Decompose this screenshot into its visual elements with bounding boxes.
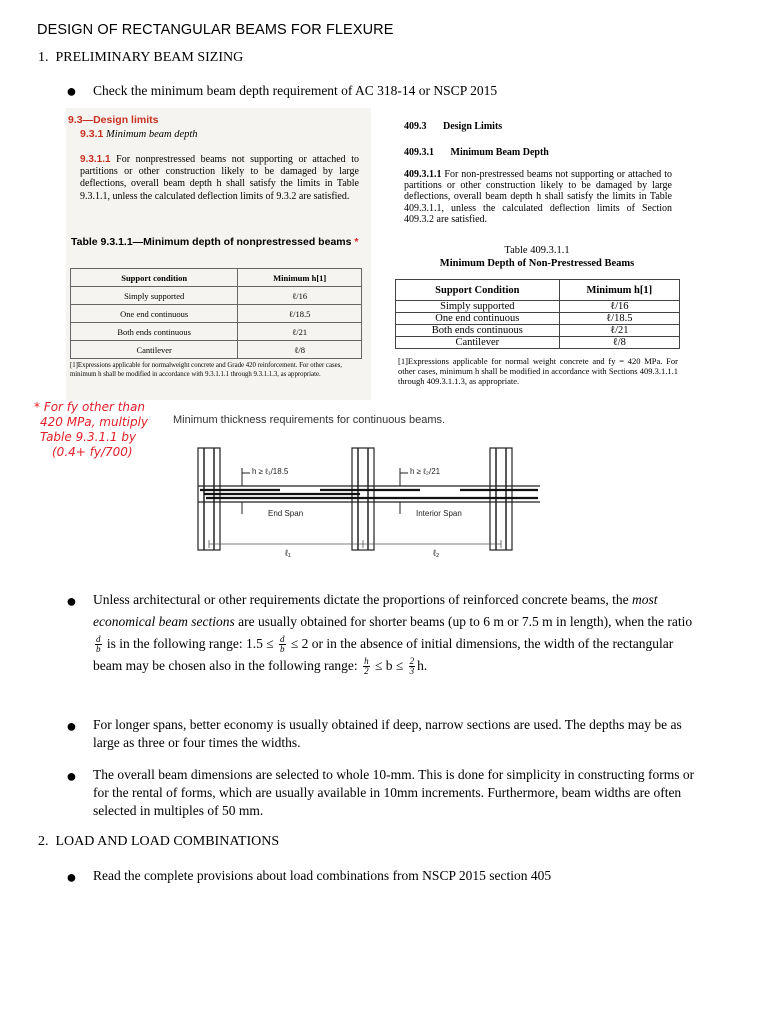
section-1-heading [38, 50, 243, 66]
fraction-denominator: b [280, 644, 285, 655]
nscp-table-footnote: [1]Expressions applicable for normal weight concrete and fy = 420 MPa. For other cases, minimum h shall be modified in accordance with Sections 409.3.1.1.1 through 409.3.1.1.3, as appropriate. [398, 356, 678, 387]
fraction-numerator: d [280, 634, 285, 645]
aci-subsection-title: Minimum beam depth [105, 129, 198, 140]
nscp-subsection [404, 147, 549, 158]
nscp-section-number: 409.3 [404, 121, 427, 132]
nscp-subsection-title: Minimum Beam Depth [450, 147, 549, 158]
section-title: PRELIMINARY BEAM SIZING [55, 50, 244, 65]
table-cell: ℓ/8 [238, 341, 362, 359]
bullet-icon: ● [66, 716, 77, 736]
bullet-icon: ● [66, 81, 77, 101]
nscp-section-title: Design Limits [443, 121, 503, 132]
fraction-d-over-b [95, 635, 102, 654]
section-number: 2. [38, 834, 49, 849]
aci-section-heading: 9.3—Design limits [68, 114, 159, 126]
table-row [396, 313, 680, 325]
nscp-section-heading [404, 121, 502, 132]
aci-paragraph-text: For nonprestressed beams not supporting or attached to partitions or other construction likely to be damaged by large deflections, overall beam depth h shall satisfy the limits in Table 9.3.1.1, unless the calculated deflection limits of 9.3.2 are satisfied. [80, 154, 360, 202]
table-cell: ℓ/21 [559, 325, 679, 337]
page-title: DESIGN OF RECTANGULAR BEAMS FOR FLEXURE [37, 22, 394, 38]
text-segment: are usually obtained for shorter beams (up to 6 m or 7.5 m in length), when the ratio [234, 614, 693, 629]
section-title: LOAD AND LOAD COMBINATIONS [55, 834, 280, 849]
nscp-table-caption [394, 245, 680, 270]
table-row [396, 301, 680, 313]
table-cell: One end continuous [396, 313, 560, 325]
nscp-subsection-number: 409.3.1 [404, 147, 434, 158]
bullet-icon: ● [66, 867, 77, 887]
text-segment: is in the following range: 1.5 ≤ [103, 636, 278, 651]
fraction-denominator: 2 [364, 666, 369, 677]
aci-depth-table [70, 268, 362, 359]
text-segment: ≤ b ≤ [371, 658, 407, 673]
bullet-1-text: Check the minimum beam depth requirement of AC 318-14 or NSCP 2015 [93, 83, 498, 98]
aci-table-footnote: [1]Expressions applicable for normalweight concrete and Grade 420 reinforcement. For other cases, minimum h shall be modified in accordance with 9.3.1.1.1 through 9.3.1.1.3, as appropriate. [70, 362, 342, 378]
table-cell: Both ends continuous [71, 323, 238, 341]
table-header-cell: Support condition [71, 269, 238, 287]
span-l2-label: ℓ₂ [433, 548, 440, 558]
handwritten-line: Table 9.3.1.1 by [40, 430, 137, 444]
bullet-icon: ● [66, 766, 77, 786]
table-cell: Cantilever [396, 337, 560, 349]
bullet-icon: ● [66, 591, 77, 611]
span-l1-label: ℓ₁ [285, 548, 291, 558]
aci-subsection [80, 128, 198, 140]
diagram-title: Minimum thickness requirements for continuous beams. [173, 414, 446, 426]
table-cell: ℓ/16 [238, 287, 362, 305]
table-row [71, 287, 362, 305]
text-segment: h. [417, 658, 428, 673]
handwritten-line: * For fy other than [34, 400, 145, 414]
nscp-table-title: Minimum Depth of Non-Prestressed Beams [439, 257, 635, 269]
aci-code-excerpt [66, 108, 371, 400]
bullet-3-text: For longer spans, better economy is usually obtained if deep, narrow sections are used. The depths may be as large as three or four times the widths. [93, 717, 682, 750]
table-cell: One end continuous [71, 305, 238, 323]
table-header-row [396, 280, 680, 301]
beam-rebars [200, 490, 538, 498]
fraction-d-over-b [279, 635, 286, 654]
interior-span-depth-label: h ≥ ℓ₂/21 [410, 467, 441, 476]
table-header-row [71, 269, 362, 287]
nscp-paragraph-text: For non-prestressed beams not supporting or attached to partitions or other construction likely to be damaged by large deflections, overall beam depth h shall satisfy the limits in Table 409.3.1.1, unless the calculated deflection limits of Section 409.3.2 are satisfied. [404, 169, 672, 225]
nscp-paragraph-number: 409.3.1.1 [404, 169, 442, 180]
aci-paragraph [80, 154, 359, 203]
interior-span-label: Interior Span [416, 509, 462, 518]
section-2-heading [38, 834, 279, 850]
table-header-cell: Minimum h[1] [559, 280, 679, 301]
handwritten-line: (0.4+ fy/700) [52, 445, 133, 459]
span-dimension-lines [209, 540, 501, 548]
fraction-numerator: d [96, 634, 101, 645]
fraction-h-over-2 [363, 657, 370, 676]
text-segment: ≤ 2 or in the absence of initial dimensions, the width of the rectangular beam may be chosen also in the following range: [93, 636, 674, 673]
table-cell: ℓ/21 [238, 323, 362, 341]
aci-table-title-text: Table 9.3.1.1—Minimum depth of nonprestressed beams [71, 236, 352, 248]
aci-table-title [71, 236, 361, 249]
table-row [71, 323, 362, 341]
table-cell: ℓ/8 [559, 337, 679, 349]
section-number: 1. [38, 50, 49, 65]
handwritten-note [34, 400, 148, 460]
table-cell: Simply supported [396, 301, 560, 313]
aci-subsection-number: 9.3.1 [80, 128, 104, 140]
fraction-denominator: b [96, 644, 101, 655]
table-row [396, 325, 680, 337]
table-row [71, 341, 362, 359]
bullet-4-text: The overall beam dimensions are selected to whole 10-mm. This is done for simplicity in constructing forms or for the rental of forms, which are usually available in 10mm increments. Furthermore, beam widths are often selected in multiples of 50 mm. [93, 767, 695, 818]
fraction-numerator: 2 [409, 656, 415, 667]
fraction-numerator: h [364, 656, 369, 667]
nscp-depth-table [395, 279, 680, 349]
bullet-2-text [93, 589, 699, 677]
table-row [71, 305, 362, 323]
table-header-cell: Support Condition [396, 280, 560, 301]
aci-paragraph-number: 9.3.1.1 [80, 154, 111, 165]
handwritten-line: 420 MPa, multiply [40, 415, 149, 429]
table-cell: Both ends continuous [396, 325, 560, 337]
table-cell: ℓ/18.5 [559, 313, 679, 325]
table-header-cell: Minimum h[1] [238, 269, 362, 287]
end-span-depth-label: h ≥ ℓ₁/18.5 [252, 467, 289, 476]
end-span-label: End Span [268, 509, 304, 518]
table-cell: ℓ/16 [559, 301, 679, 313]
table-cell: ℓ/18.5 [238, 305, 362, 323]
text-segment: Unless architectural or other requirements dictate the proportions of reinforced concrete beams, the [93, 592, 633, 607]
asterisk-mark: * [354, 236, 359, 248]
bullet-5-text: Read the complete provisions about load combinations from NSCP 2015 section 405 [93, 868, 552, 883]
table-row [396, 337, 680, 349]
table-cell: Cantilever [71, 341, 238, 359]
emphasis-text: most economical beam sections [93, 592, 658, 629]
fraction-two-thirds [409, 657, 416, 676]
nscp-table-number: Table 409.3.1.1 [504, 245, 570, 256]
continuous-beam-diagram [180, 440, 540, 570]
nscp-paragraph [404, 169, 672, 225]
fraction-denominator: 3 [409, 666, 415, 677]
table-cell: Simply supported [71, 287, 238, 305]
